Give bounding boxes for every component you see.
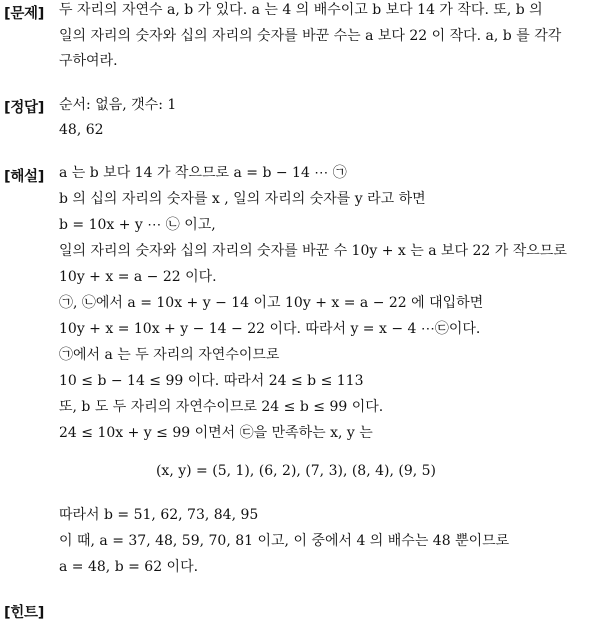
solution-line-1: a 는 b 보다 14 가 작으므로 a = b − 14 ⋯ ㉠ bbox=[59, 165, 347, 181]
problem-line-2: 일의 자리의 숫자와 십의 자리의 숫자를 바꾼 수는 a 보다 22 이 작다. a, b 를 각각 bbox=[59, 28, 562, 44]
answer-line-1: 순서: 없음, 갯수: 1 bbox=[59, 97, 177, 113]
solution-line-3: b = 10x + y ⋯ ㉡ 이고, bbox=[59, 217, 216, 233]
solution-line-7: 10y + x = 10x + y − 14 − 22 이다. 따라서 y = x − 4 ⋯㉢이다. bbox=[59, 321, 481, 337]
solution-tail-line-3: a = 48, b = 62 이다. bbox=[59, 559, 199, 575]
solution-tail-line-2: 이 때, a = 37, 48, 59, 70, 81 이고, 이 중에서 4 의 배수는 48 뿐이므로 bbox=[59, 533, 510, 549]
solution-tail-line-1: 따라서 b = 51, 62, 73, 84, 95 bbox=[59, 507, 259, 523]
solution-line-8: ㉠에서 a 는 두 자리의 자연수이므로 bbox=[59, 347, 280, 363]
solution-line-11: 24 ≤ 10x + y ≤ 99 이면서 ㉢을 만족하는 x, y 는 bbox=[59, 425, 373, 441]
hint-tag: [힌트] bbox=[4, 605, 45, 621]
solution-line-2: b 의 십의 자리의 숫자를 x , 일의 자리의 숫자를 y 라고 하면 bbox=[59, 191, 426, 207]
problem-line-3: 구하여라. bbox=[59, 53, 118, 69]
problem-line-1: 두 자리의 자연수 a, b 가 있다. a 는 4 의 배수이고 b 보다 14 가 작다. 또, b 의 bbox=[59, 2, 543, 18]
solution-line-6: ㉠, ㉡에서 a = 10x + y − 14 이고 10y + x = a − 22 에 대입하면 bbox=[59, 295, 484, 311]
answer-line-2: 48, 62 bbox=[59, 122, 104, 138]
answer-tag: [정답] bbox=[4, 100, 45, 116]
solution-line-4: 일의 자리의 숫자와 십의 자리의 숫자를 바꾼 수 10y + x 는 a 보다 22 가 작으므로 bbox=[59, 243, 567, 259]
solution-line-5: 10y + x = a − 22 이다. bbox=[59, 269, 217, 285]
problem-tag: [문제] bbox=[4, 6, 45, 22]
solution-center-equation: (x, y) = (5, 1), (6, 2), (7, 3), (8, 4), (9, 5) bbox=[155, 463, 437, 479]
solution-line-9: 10 ≤ b − 14 ≤ 99 이다. 따라서 24 ≤ b ≤ 113 bbox=[59, 373, 364, 389]
solution-line-10: 또, b 도 두 자리의 자연수이므로 24 ≤ b ≤ 99 이다. bbox=[59, 399, 384, 415]
solution-tag: [해설] bbox=[4, 169, 45, 185]
